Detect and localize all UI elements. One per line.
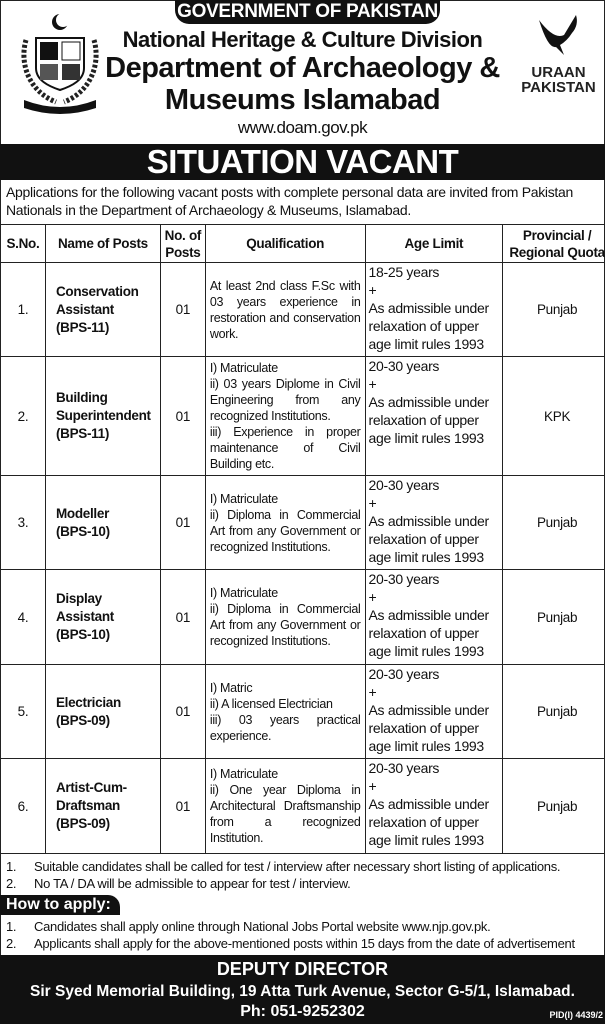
vacancies-table	[0, 224, 605, 854]
name-line: (BPS-10)	[55, 627, 110, 642]
age-line: 20-30 years	[368, 666, 440, 682]
cell-qualification	[205, 263, 365, 357]
header-qualification: Qualification	[205, 225, 365, 263]
cell-sno: 1.	[1, 263, 46, 357]
cell-qualification	[205, 357, 365, 476]
name-line: Modeller	[55, 505, 110, 521]
cell-age-limit	[365, 570, 503, 665]
cell-qualification	[205, 759, 365, 854]
age-line: As admissible under relaxation of upper age limit rules 1993	[368, 394, 489, 446]
cell-qualification	[205, 570, 365, 665]
age-line: 20-30 years	[368, 760, 440, 776]
age-line: 20-30 years	[368, 477, 440, 493]
cell-qualification	[205, 665, 365, 759]
logo-text-pakistan: PAKISTAN	[521, 79, 596, 96]
intro-text	[6, 183, 605, 219]
age-line: +	[368, 376, 377, 392]
table-row	[1, 759, 605, 854]
name-line: (BPS-09)	[55, 712, 110, 728]
logo-text-uraan: URAAN	[531, 64, 586, 81]
footer-title: DEPUTY DIRECTOR	[216, 959, 389, 979]
age-line: +	[368, 282, 377, 298]
cell-posts: 01	[160, 570, 205, 665]
how-to-apply-list	[6, 918, 575, 952]
table-row	[1, 357, 605, 476]
qualification-line: ii) Diploma in Commercial Art from any Government or recognized Institutions.	[209, 602, 361, 648]
header-quota: Provincial / Regional Quota	[503, 225, 605, 263]
age-line: As admissible under relaxation of upper age limit rules 1993	[368, 300, 489, 352]
name-line: Artist-Cum-	[55, 780, 127, 795]
qualification-line: I) Matric	[209, 680, 253, 695]
name-line: (BPS-11)	[55, 319, 110, 335]
name-line: (BPS-09)	[55, 816, 110, 831]
cell-sno: 2.	[1, 357, 46, 476]
eagle-icon	[534, 10, 584, 60]
cell-post-name	[45, 665, 160, 759]
qualification-line: I) Matriculate	[209, 767, 278, 781]
qualification-line: ii) A licensed Electrician	[209, 696, 333, 711]
intro-line: Nationals in the Department of Archaeology & Museums, Islamabad.	[6, 202, 411, 218]
name-line: Building	[55, 390, 108, 405]
cell-post-name	[45, 476, 160, 570]
age-line: As admissible under relaxation of upper age limit rules 1993	[368, 796, 489, 848]
name-line: Superintendent	[55, 408, 151, 423]
qualification-line: I) Matriculate	[209, 361, 278, 375]
pid-number: PID(I) 4439/2	[549, 1010, 603, 1020]
name-line: Assistant	[55, 609, 115, 624]
age-line: 18-25 years	[368, 264, 440, 280]
cell-quota: Punjab	[503, 665, 605, 759]
cell-posts: 01	[160, 759, 205, 854]
cell-age-limit	[365, 263, 503, 357]
age-line: +	[368, 495, 377, 511]
cell-posts: 01	[160, 263, 205, 357]
footer-address: Sir Syed Memorial Building, 19 Atta Turk Avenue, Sector G-5/1, Islamabad.	[30, 983, 575, 1000]
cell-quota: Punjab	[503, 476, 605, 570]
cell-sno: 6.	[1, 759, 46, 854]
header-posts: No. of Posts	[160, 225, 205, 263]
name-line: (BPS-10)	[55, 523, 110, 539]
department-name-line2: Museums Islamabad	[164, 84, 441, 116]
apply-item: 2. Applicants shall apply for the above-mentioned posts within 15 days from the date of advertisement	[6, 936, 575, 951]
header-age: Age Limit	[365, 225, 503, 263]
cell-quota: Punjab	[503, 570, 605, 665]
qualification-line: I) Matriculate	[209, 586, 278, 600]
situation-vacant-banner: SITUATION VACANT	[0, 144, 605, 180]
name-line: Conservation	[55, 283, 139, 299]
qualification-line: ii) One year Diploma in Architectural Draftsmanship from a recognized Institution.	[209, 783, 361, 845]
cell-sno: 5.	[1, 665, 46, 759]
age-line: +	[368, 778, 377, 794]
name-line: Draftsman	[55, 798, 121, 813]
table-row	[1, 476, 605, 570]
age-line: 20-30 years	[368, 358, 440, 374]
note-item: 1. Suitable candidates shall be called for test / interview after necessary short listing of applications.	[6, 859, 561, 874]
website-link[interactable]: www.doam.gov.pk	[237, 118, 368, 137]
cell-age-limit	[365, 665, 503, 759]
qualification-line: ii) Diploma in Commercial Art from any Government or recognized Institutions.	[209, 507, 361, 554]
cell-post-name	[45, 263, 160, 357]
table-row	[1, 665, 605, 759]
footer-phone: Ph: 051-9252302	[240, 1003, 365, 1020]
name-line: Electrician	[55, 694, 121, 710]
cell-age-limit	[365, 476, 503, 570]
cell-age-limit	[365, 357, 503, 476]
cell-sno: 4.	[1, 570, 46, 665]
apply-item: 1. Candidates shall apply online through National Jobs Portal website www.njp.gov.pk.	[6, 919, 491, 934]
cell-posts: 01	[160, 357, 205, 476]
uraan-pakistan-logo	[512, 10, 605, 110]
department-name-line1: Department of Archaeology &	[105, 52, 500, 84]
qualification-line: I) Matriculate	[209, 491, 278, 506]
government-label: GOVERNMENT OF PAKISTAN	[175, 0, 440, 24]
table-header-row	[1, 225, 605, 263]
intro-line: Applications for the following vacant posts with complete personal data are invited from Pakistan	[6, 184, 573, 200]
cell-qualification	[205, 476, 365, 570]
cell-post-name	[45, 759, 160, 854]
cell-age-limit	[365, 759, 503, 854]
cell-quota: KPK	[503, 357, 605, 476]
table-row	[1, 570, 605, 665]
qualification-line: ii) 03 years Diplome in Civil Engineering from any recognized Institutions.	[209, 377, 361, 423]
cell-posts: 01	[160, 665, 205, 759]
cell-sno: 3.	[1, 476, 46, 570]
division-name: National Heritage & Culture Division	[122, 27, 483, 52]
cell-quota: Punjab	[503, 263, 605, 357]
header-name: Name of Posts	[45, 225, 160, 263]
note-item: 2. No TA / DA will be admissible to appear for test / interview.	[6, 876, 351, 891]
age-line: As admissible under relaxation of upper age limit rules 1993	[368, 513, 489, 565]
cell-post-name	[45, 357, 160, 476]
cell-post-name	[45, 570, 160, 665]
how-to-apply-heading: How to apply:	[0, 895, 120, 915]
qualification-line: At least 2nd class F.Sc with 03 years experience in restoration and conservation work.	[209, 278, 361, 341]
header-sno: S.No.	[1, 225, 46, 263]
footer-contact	[0, 955, 605, 1024]
qualification-line: iii) 03 years practical experience.	[209, 712, 361, 743]
name-line: (BPS-11)	[55, 426, 110, 441]
name-line: Display	[55, 591, 102, 606]
cell-posts: 01	[160, 476, 205, 570]
age-line: +	[368, 684, 377, 700]
cell-quota: Punjab	[503, 759, 605, 854]
age-line: As admissible under relaxation of upper age limit rules 1993	[368, 607, 489, 659]
table-row	[1, 263, 605, 357]
age-line: 20-30 years	[368, 571, 440, 587]
age-line: As admissible under relaxation of upper age limit rules 1993	[368, 702, 489, 754]
name-line: Assistant	[55, 301, 115, 317]
notes-list	[6, 858, 560, 892]
age-line: +	[368, 589, 377, 605]
qualification-line: iii) Experience in proper maintenance of Civil Building etc.	[209, 425, 361, 471]
